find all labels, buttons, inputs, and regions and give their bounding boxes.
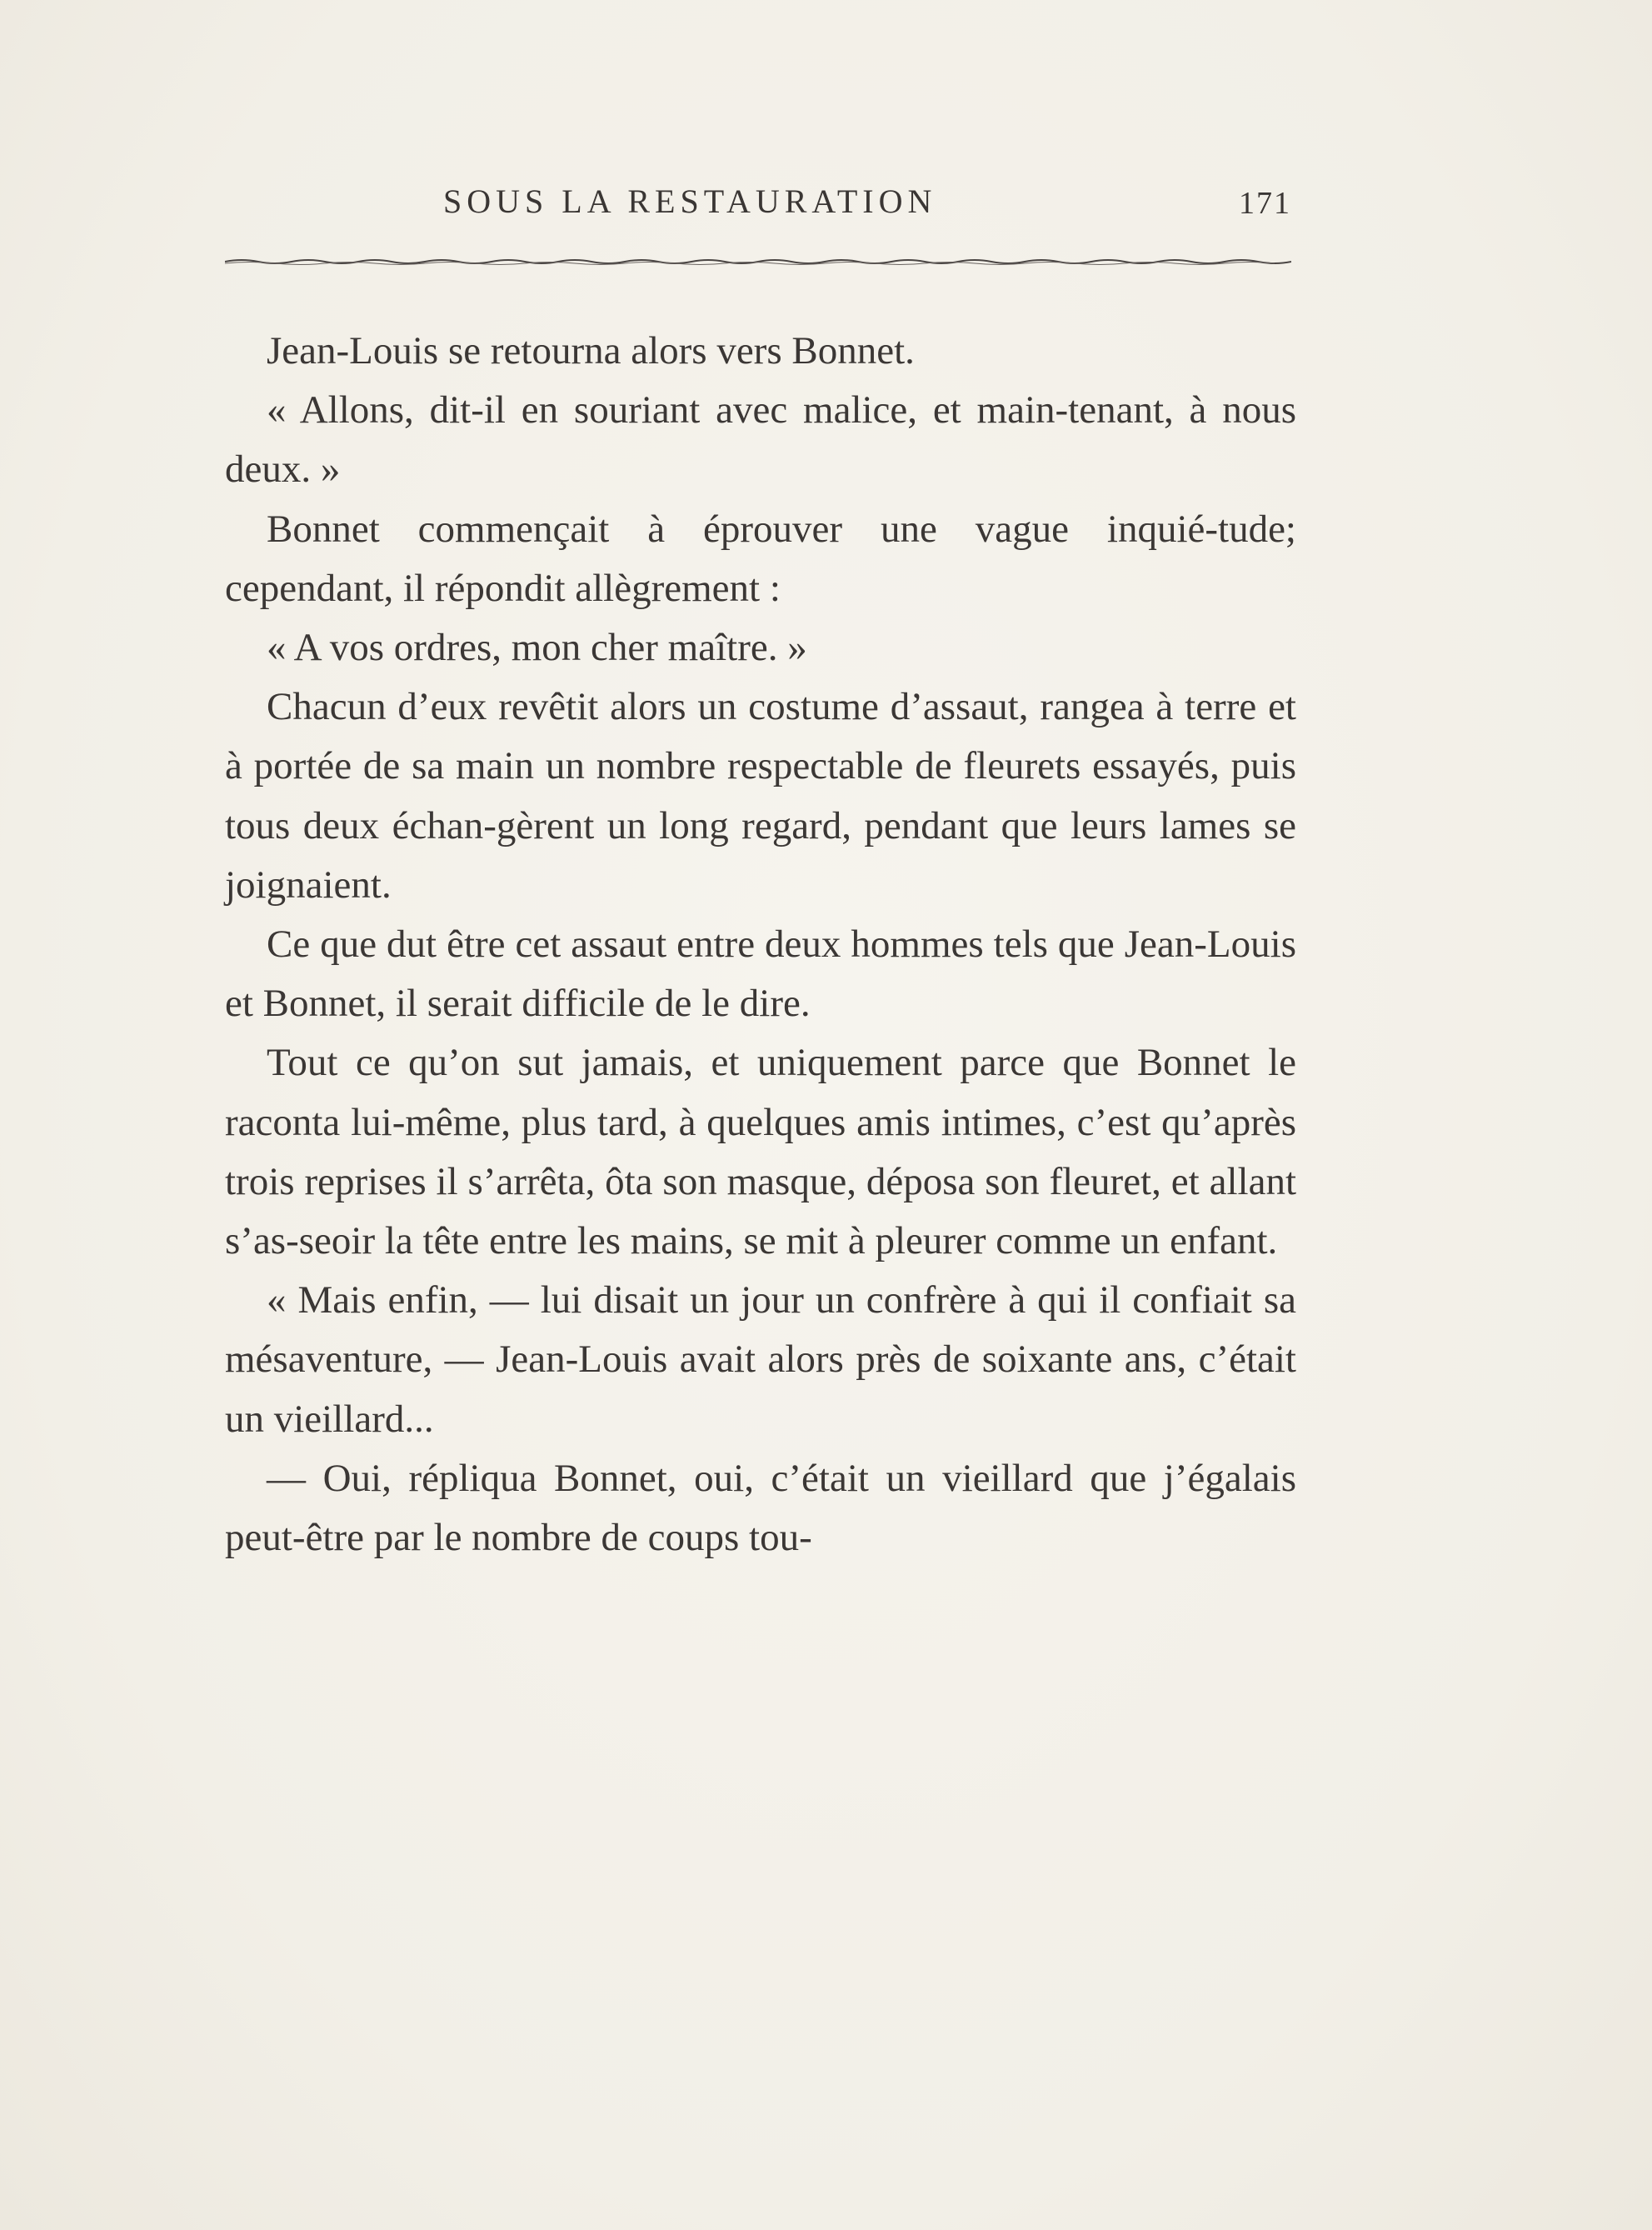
paragraph: « Mais enfin, — lui disait un jour un confrère à qui il confiait sa mésaventure, — Jean-Louis avait alors près de soixante ans, c’était un vieillard... bbox=[225, 1278, 1296, 1441]
paragraph: Ce que dut être cet assaut entre deux hommes tels que Jean-Louis et Bonnet, il serait difficile de le dire. bbox=[225, 922, 1296, 1026]
running-title: SOUS LA RESTAURATION bbox=[443, 182, 937, 220]
page-number: 171 bbox=[1239, 186, 1291, 221]
paragraph: Jean-Louis se retourna alors vers Bonnet. bbox=[267, 329, 915, 372]
page-header bbox=[225, 182, 1300, 232]
header-rule bbox=[225, 254, 1291, 269]
body-text bbox=[225, 322, 1296, 1568]
paragraph: Bonnet commençait à éprouver une vague inquié-tude; cependant, il répondit allègrement : bbox=[225, 507, 1296, 610]
paragraph: « Allons, dit-il en souriant avec malice, et main-tenant, à nous deux. » bbox=[225, 388, 1296, 492]
paragraph: Chacun d’eux revêtit alors un costume d’assaut, rangea à terre et à portée de sa main un nombre respectable de fleurets essayés, puis tous deux échan-gèrent un long regard, pendant que leurs lames se joignaient. bbox=[225, 685, 1296, 907]
paragraph: « A vos ordres, mon cher maître. » bbox=[267, 626, 807, 670]
paragraph: — Oui, répliqua Bonnet, oui, c’était un vieillard que j’égalais peut-être par le nombre de coups tou- bbox=[225, 1456, 1296, 1560]
paragraph: Tout ce qu’on sut jamais, et uniquement parce que Bonnet le raconta lui-même, plus tard, à quelques amis intimes, c’est qu’après trois reprises il s’arrêta, ôta son masque, déposa son fleuret, et allant s’as-seoir la tête entre les mains, se mit à pleurer comme un enfant. bbox=[225, 1041, 1296, 1263]
